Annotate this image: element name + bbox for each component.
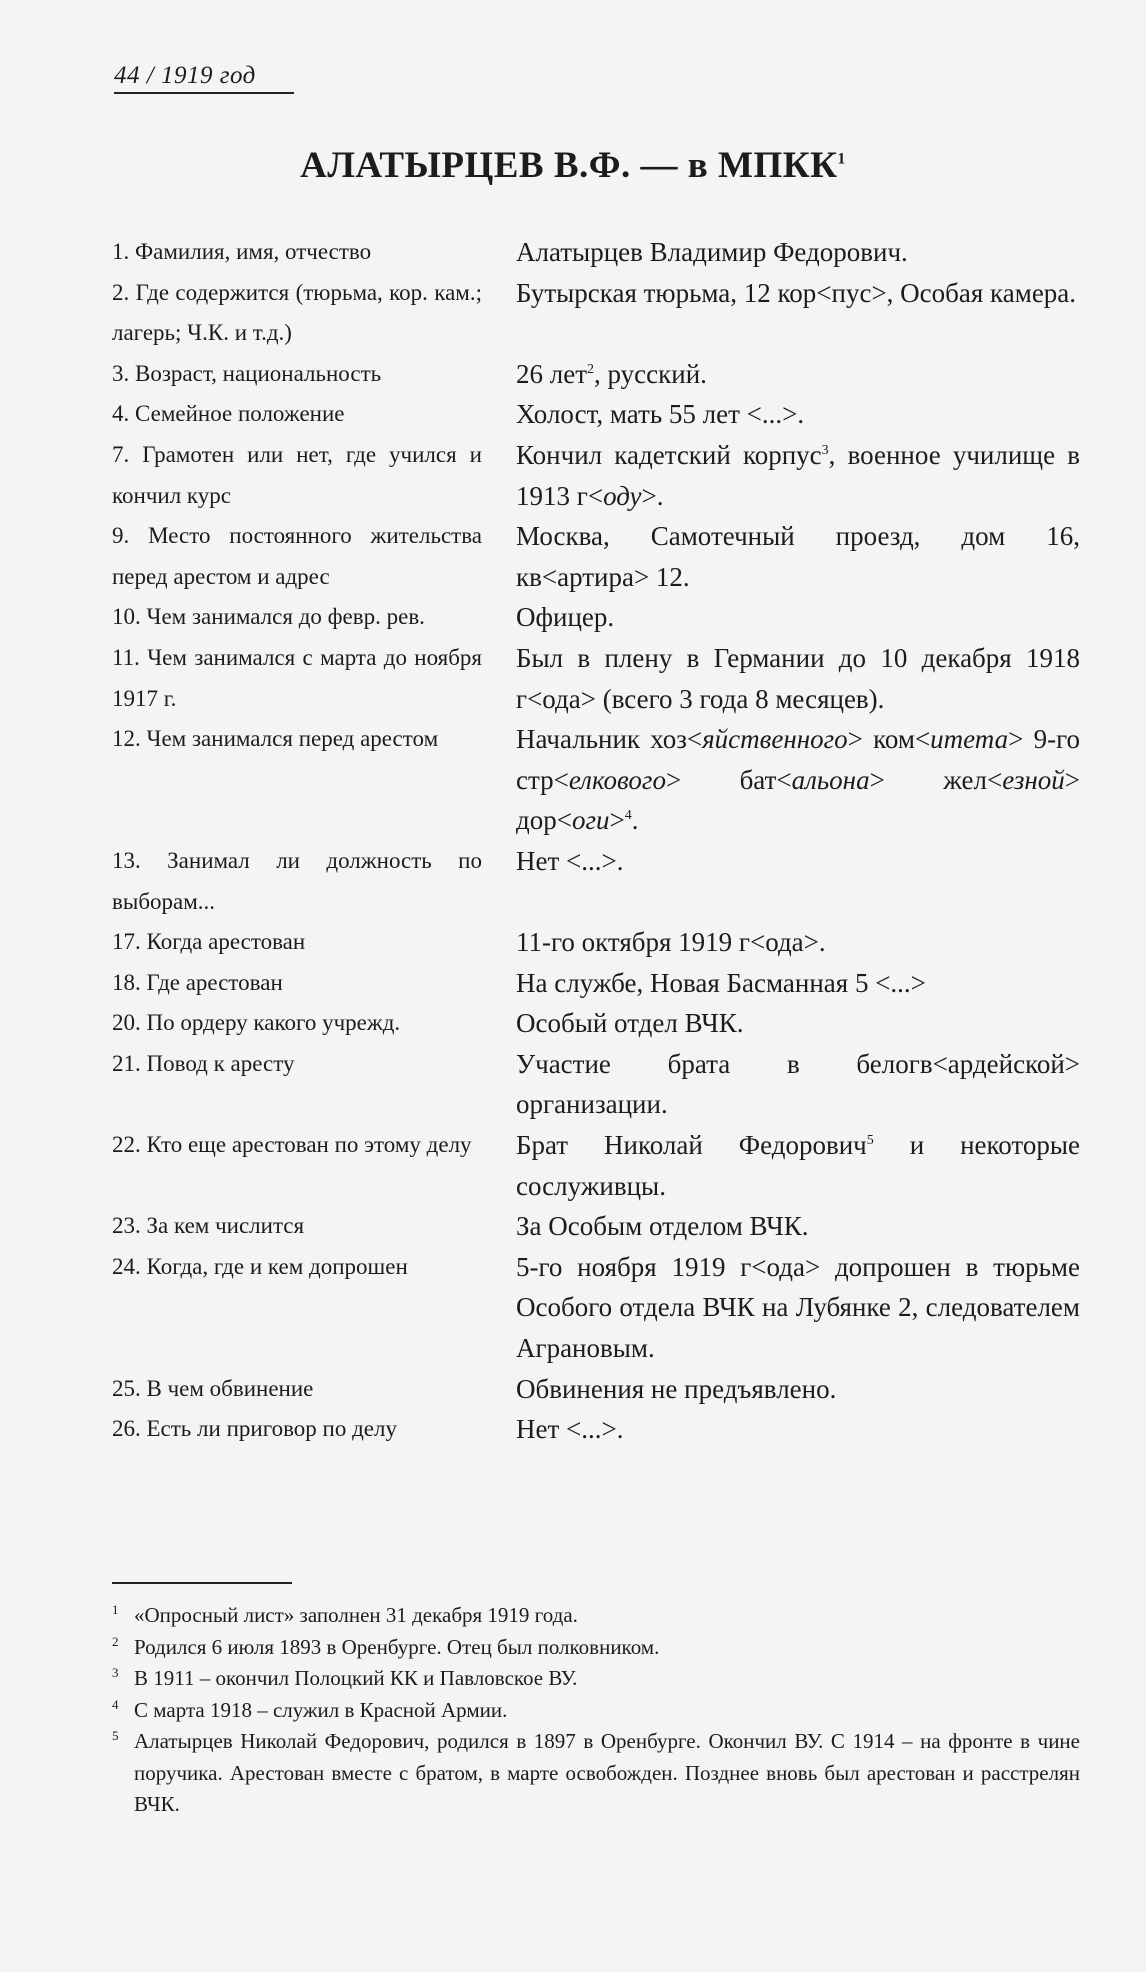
title-text: АЛАТЫРЦЕВ В.Ф. — в МПКК	[300, 145, 838, 186]
footnote: 4 С марта 1918 – служил в Красной Армии.	[112, 1696, 508, 1722]
answer-text-tail: и некоторые сослуживцы.	[516, 1130, 1080, 1201]
footnote-text: С марта 1918 – служил в Красной Армии.	[134, 1697, 508, 1722]
footnote-mark: 3	[821, 442, 829, 458]
footnote-mark: 4	[624, 808, 632, 824]
question-label: 9. Место постоянного жительства перед арестом и адрес	[112, 523, 482, 589]
question-label: 26. Есть ли приговор по делу	[112, 1416, 397, 1442]
answer-text	[516, 719, 1080, 841]
answer-text: Холост, мать 55 лет <...>.	[516, 399, 805, 430]
answer-text-main: Начальник хоз<яйственного> ком<итета> 9-го стр<елкового> бат<альона> жел<езной> дор<оги>	[516, 724, 1080, 836]
footnote: 1 «Опросный лист» заполнен 31 декабря 1919 года.	[112, 1602, 578, 1627]
table-row	[112, 1409, 1080, 1450]
answer-text-main: Кончил кадетский корпус	[516, 439, 822, 470]
table-row	[112, 516, 1080, 597]
answer-text: За Особым отделом ВЧК.	[516, 1211, 809, 1242]
answer-text	[516, 354, 1080, 395]
answer-text: Москва, Самотечный проезд, дом 16, кв<артира> 12.	[516, 521, 1080, 592]
answer-text: Алатырцев Владимир Федорович.	[516, 237, 908, 267]
answer-text: Особый отдел ВЧК.	[516, 1008, 744, 1039]
question-label: 3. Возраст, национальность	[112, 360, 382, 386]
table-row	[112, 638, 1080, 719]
footnote: 2 Родился 6 июля 1893 в Оренбурге. Отец был полковником.	[112, 1633, 660, 1659]
footnote-divider	[112, 1582, 292, 1584]
table-row	[112, 719, 1080, 841]
answer-text	[516, 435, 1080, 516]
question-label: 11. Чем занимался с марта до ноября 1917 г.	[112, 644, 482, 711]
question-label: 1. Фамилия, имя, отчество	[112, 239, 372, 264]
table-row	[112, 232, 1080, 273]
table-row	[112, 435, 1080, 516]
answer-text-tail: , военное училище в 1913 г<оду>.	[516, 439, 1080, 511]
answer-text: 11-го октября 1919 г<ода>.	[516, 927, 826, 958]
answer-text-main: Брат Николай Федорович	[516, 1130, 867, 1161]
questionnaire-table	[112, 232, 1080, 1450]
question-label: 23. За кем числится	[112, 1213, 305, 1239]
question-label: 25. В чем обвинение	[112, 1375, 314, 1401]
footnote-mark: 2	[587, 361, 595, 377]
question-label: 12. Чем занимался перед арестом	[112, 726, 439, 752]
footnote-text: Родился 6 июля 1893 в Оренбурге. Отец был полковником.	[134, 1634, 660, 1659]
answer-text: Нет <...>.	[516, 845, 624, 876]
running-head: 44 / 1919 год	[114, 62, 294, 94]
table-row	[112, 922, 1080, 963]
question-label: 2. Где содержится (тюрьма, кор. кам.; лагерь; Ч.К. и т.д.)	[112, 279, 482, 346]
answer-text: Участие брата в белогв<ардейской> организации.	[516, 1048, 1080, 1120]
answer-text: На службе, Новая Басманная 5 <...>	[516, 967, 926, 998]
answer-text: Был в плену в Германии до 10 декабря 1918 г<ода> (всего 3 года 8 месяцев).	[516, 642, 1080, 714]
question-label: 13. Занимал ли должность по выборам...	[112, 847, 482, 914]
table-row	[112, 394, 1080, 435]
answer-text: Нет <...>.	[516, 1414, 624, 1445]
answer-text-main: 26 лет	[516, 358, 588, 389]
table-row	[112, 1247, 1080, 1369]
answer-text: Бутырская тюрьма, 12 кор<пус>, Особая камера.	[516, 277, 1077, 308]
footnote-text: «Опросный лист» заполнен 31 декабря 1919 года.	[134, 1603, 578, 1627]
question-label: 20. По ордеру какого учрежд.	[112, 1010, 401, 1036]
question-label: 7. Грамотен или нет, где учился и кончил курс	[112, 441, 482, 508]
table-row	[112, 1044, 1080, 1125]
question-label: 17. Когда арестован	[112, 929, 306, 955]
footnote-text: Алатырцев Николай Федорович, родился в 1897 в Оренбурге. Окончил ВУ. С 1914 – на фронте в чине поручика. Арестован вместе с братом, в марте освобожден. Позднее вновь был арестован и расстрелян ВЧК.	[134, 1729, 1080, 1816]
question-label: 21. Повод к аресту	[112, 1050, 295, 1076]
table-row	[112, 1369, 1080, 1410]
page-title	[0, 144, 1146, 187]
footnote: 5 Алатырцев Николай Федорович, родился в 1897 в Оренбурге. Окончил ВУ. С 1914 – на фронте в чине поручика. Арестован вместе с братом, в марте освобожден. Позднее вновь был арестован и расстрелян ВЧК.	[112, 1728, 1080, 1816]
table-row	[112, 597, 1080, 638]
answer-text	[516, 1125, 1080, 1206]
question-label: 10. Чем занимался до февр. рев.	[112, 604, 425, 630]
question-label: 24. Когда, где и кем допрошен	[112, 1253, 408, 1279]
answer-text-tail: .	[631, 805, 639, 836]
table-row	[112, 1003, 1080, 1044]
title-footnote-mark: 1	[837, 150, 846, 168]
table-row	[112, 354, 1080, 395]
question-label: 4. Семейное положение	[112, 401, 345, 427]
table-row	[112, 1125, 1080, 1206]
table-row	[112, 963, 1080, 1004]
table-row	[112, 841, 1080, 922]
question-label: 18. Где арестован	[112, 969, 283, 995]
question-label: 22. Кто еще арестован по этому делу	[112, 1132, 472, 1158]
footnote-mark: 5	[866, 1133, 874, 1149]
answer-text: Офицер.	[516, 602, 615, 633]
answer-text-tail: , русский.	[594, 358, 707, 389]
footnote: 3 В 1911 – окончил Полоцкий КК и Павловское ВУ.	[112, 1665, 578, 1690]
answer-text: 5-го ноября 1919 г<ода> допрошен в тюрьме Особого отдела ВЧК на Лубянке 2, следователем Аграновым.	[516, 1251, 1080, 1364]
footnote-text: В 1911 – окончил Полоцкий КК и Павловское ВУ.	[134, 1666, 578, 1690]
footnotes	[112, 1600, 1080, 1821]
table-row	[112, 273, 1080, 354]
answer-text: Обвинения не предъявлено.	[516, 1373, 837, 1404]
table-row	[112, 1206, 1080, 1247]
